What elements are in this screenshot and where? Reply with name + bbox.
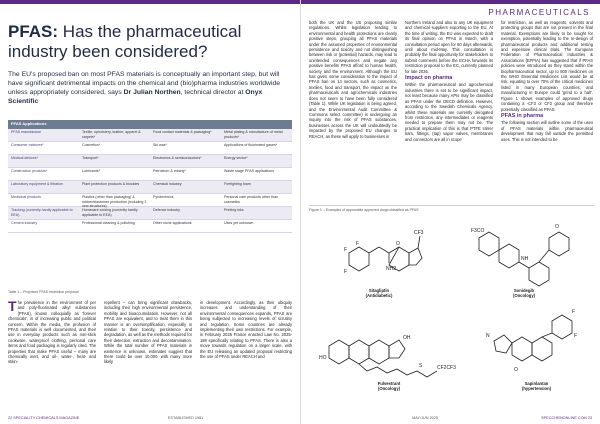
title-bold: PFAS: — [8, 22, 59, 41]
body-column-1 — [8, 300, 96, 410]
table-cell: Transport* — [82, 155, 99, 160]
table-row — [8, 220, 292, 233]
footer-established: ESTABLISHED 1981 — [167, 416, 204, 420]
drug-name: Sapinlantan — [524, 381, 549, 386]
table-cell: Medicinal products — [11, 194, 41, 199]
svg-text:CF2CF3: CF2CF3 — [437, 365, 456, 371]
drug-use: (Oncology) — [377, 386, 401, 391]
title-rest: Has the pharmaceutical industry been considered? — [8, 22, 242, 61]
table-row — [8, 194, 292, 207]
table-cell: Cement industry — [11, 220, 38, 225]
svg-text:F: F — [344, 247, 348, 253]
body-text: The following section will outline some of the uses of PFAS materials within pharmaceutical development that may fall outside the permitted uses. This is not intended to be — [501, 120, 593, 142]
drug-label-sitagliptin — [334, 288, 424, 298]
sonidegib-icon — [469, 218, 579, 288]
svg-text:O: O — [396, 241, 400, 247]
table-body — [8, 129, 292, 233]
table-cell: Textile, upholstery, leather, apparel & carpets* — [82, 129, 141, 139]
table-cell: Personal care products other than cosmetics — [224, 194, 279, 204]
section-header: PHARMACEUTICALS — [488, 8, 590, 17]
svg-text:N: N — [486, 333, 490, 339]
table-cell: Waste stage PFAS applications — [224, 168, 275, 173]
table-cell: Cosmetics* — [82, 142, 101, 147]
table-cell: Metal plating & manufacture of metal products* — [224, 129, 283, 139]
subheading-impact: Impact on pharma — [405, 75, 453, 82]
svg-text:F: F — [356, 241, 360, 247]
standfirst-text: The EU's proposed ban on most PFAS materials is conceptually an important step, but will have significant detrimental impacts on the chemical and (bio)pharma industries worldwide unless appropriately considered, says — [8, 71, 281, 96]
table-row — [8, 181, 292, 194]
svg-text:F: F — [344, 269, 348, 275]
body-column-3 — [200, 300, 292, 410]
table-cell: Applications of fluorinated gases* — [224, 142, 278, 147]
figure-1 — [309, 205, 594, 406]
svg-text:F: F — [574, 333, 578, 339]
body-text: in development. Accordingly, as their ubiquity increases and understanding of their environmental consequences expands, PFAS are being subjected to increasing levels of scrutiny and regulation. Some countries are already implementing their own restrictions. For example, in February 2025 France enacted Law No. 2025-188 specifically relating to PFAS. There is also a move towards regulation on a larger scale, with the EU releasing an updated proposal restricting the use of PFAS under REACH and — [200, 300, 292, 360]
table-caption: Table 1 – Proposed PFAS restriction proposal — [8, 290, 79, 294]
table-row — [8, 142, 292, 155]
table-cell: Medical devices* — [11, 155, 38, 160]
svg-text:S: S — [419, 363, 423, 369]
sonidegib-structure — [469, 218, 579, 298]
dropcap: T — [8, 298, 17, 314]
standfirst — [8, 70, 293, 106]
svg-text:HO: HO — [319, 355, 327, 361]
drug-use: (Antidiabetic) — [365, 293, 393, 298]
body-text: for restriction, as well as reagents, solvents and protecting groups that are not present in the final material. Exemptions are likely to be sought for exemption, potentially leading to the re-design of pharmaceutical products and additional testing and expensive clinical trials. The European Federation of Pharmaceutical Industries & Associations (EFPIA) has suggested that if PFAS policies were introduced as they stand within the biopharmaceutical sector, up to 800 medicines on the WHO Essential Medicines List would be at risk, equating to over 70% of the critical medicines listed in many European countries, and manufacturing in Europe could 'grind to a halt'. Figure 1 shows examples of approved drugs containing a -CF3 or CF2 group and therefore potentially classified as PFAS. — [501, 20, 593, 112]
footer-website: SPECCHEMONLINE.COM 23 — [541, 416, 592, 420]
drug-use: (hypertension) — [521, 386, 552, 391]
table-row — [8, 155, 292, 168]
table-cell: Tracking (currently hardly applicable to EEA) — [11, 207, 73, 217]
footer-issue-date: MAY/JUN 2025 — [412, 416, 439, 420]
svg-text:F: F — [572, 309, 576, 315]
right-footer — [309, 416, 592, 420]
table-title: PFAS Applications — [8, 120, 292, 129]
table-cell: Firefighting foam — [224, 181, 251, 186]
table-cell: Construction products* — [11, 168, 48, 173]
table-cell: Professional cleaning & polishing — [82, 220, 135, 225]
drug-use: (Oncology) — [512, 293, 536, 298]
body-column-2 — [104, 300, 192, 410]
table-row — [8, 129, 292, 142]
table-cell: Chemical industry — [153, 181, 182, 186]
body-text: both the UK and the US proposing similar regulations. Whilst legislation leading to environmental and health protections are clearly positive steps, grouping all PFAS materials under the assumed properties of environmental persistence and toxicity and not distinguishing between risk or (potential) hazards, may lead to unintended consequences and negate any positive benefits PFAS afford to human health, society and the environment. Although the EU has given some consideration to the impact of PFAS ban on 14 sectors, such as cosmetics, textiles, food and transport, the impact on the pharmaceuticals and agrochemicals industries does not seem to have been fully considered (Table 1). While UK legislation is being agreed, and the Environmental Audit Committee & Commons select committee) is undergoing an inquiry into the risk of PFAS substances, businesses across the UK will undoubtedly be impacted by the proposed EU changes to REACH, as these will apply to businesses in — [309, 20, 397, 139]
pfas-applications-table — [8, 120, 292, 233]
right-page — [300, 0, 600, 424]
table-cell: Uses yet unknown — [224, 220, 254, 225]
standfirst-author: Dr Julian Northen — [123, 89, 181, 96]
table-cell: Laboratory equipment & filtration — [11, 181, 63, 186]
body-column-3 — [501, 20, 593, 198]
drug-label-sapinlantan — [484, 381, 589, 391]
table-cell: Pyrotechnics — [153, 194, 174, 199]
table-cell: Energy sector* — [224, 155, 248, 160]
table-cell: Defence industry — [153, 207, 180, 212]
table-cell: Consumer mixtures* — [11, 142, 44, 147]
table-cell: Plastics (other than packaging) & rubber/elastomer production (including 3 new structures) — [82, 194, 147, 209]
body-text: he prevalence in the environment of per and poly-fluorinated alkyl substances (PFAS), known colloquially as 'forever chemicals', is of increasing public and political concern. Within the media, the profusion of PFAS materials is well documented, and their use in everyday products such as non-stick cookware, waterproof clothing, personal care items and food packaging is regularly cited. The properties that make PFAS useful – many are chemically inert, and oil-, water-, heat- and stain- — [8, 300, 96, 365]
subheading-pfas-pharma: PFAS in pharma — [501, 112, 544, 119]
sitagliptin-structure — [334, 218, 424, 298]
body-text: repellent – can bring significant drawbacks, including their high environmental persistence, mobility and bioaccumulation. However, not all PFAS are equivalent, and to treat them in this manner is an oversimplification, especially in relation to their toxicity, persistence and degradation, as well as the methods required for their detection, extraction and decontamination. While the total number of PFAS materials in existence is unknown, estimates suggest that there could be over 10,000, with many more likely — [104, 300, 192, 365]
top-accent-bar — [301, 0, 600, 4]
body-column-2 — [405, 20, 493, 198]
sapinlantan-structure — [484, 301, 589, 391]
table-cell: Homecare cooling (currently hardly applicable to EEA) — [82, 207, 138, 217]
sitagliptin-icon — [334, 218, 424, 288]
svg-text:O: O — [555, 224, 559, 230]
svg-text:O: O — [514, 367, 518, 373]
svg-text:NH2: NH2 — [386, 266, 397, 272]
sapinlantan-icon — [484, 301, 589, 381]
body-text: Northern Ireland and also to any UK equipment and chemical suppliers exporting to the EU. At the time of writing, the EU was expected to draft its final opinion on PFAS in March, with a consultation period open for 60 days afterwards, until about mid-May. This consultation is probably the final opportunity for stakeholders to submit comments before the ECHA forwards its restriction proposal to the EC, currently planned for late 2026. — [405, 20, 493, 74]
drug-name: Fulvestrant — [377, 381, 401, 386]
table-cell: Electronics & semiconductors* — [153, 155, 202, 160]
fulvestrant-icon — [319, 301, 459, 381]
drug-label-fulvestrant — [319, 381, 459, 391]
drug-name: Sonidegib — [513, 288, 535, 293]
table-cell: PFAS manufacture — [11, 129, 42, 134]
table-row — [8, 168, 292, 181]
table-cell: Printing inks — [224, 207, 244, 212]
body-text: Within the pharmaceutical and agrochemical industries there is set to be significant impact, not least because many APIs may be classified as PFAS under the OECD definition. However, according to the Swedish Chemicals Agency, whilst these materials are currently derogated from restriction, any intermediates or reagents needed to prepare them may not be. The practical implication of this is that PTFE stirrer bars, fittings, (tap) vapor valves, membranes and connectors are all in scope — [405, 82, 493, 142]
figure-caption: Figure 1 – Examples of approvable approved drugs classified as PFAS — [309, 208, 419, 212]
standfirst-company: Onyx Scientific — [8, 89, 263, 105]
standfirst-tail: , technical director at — [180, 89, 246, 96]
table-cell: Petroleum & mining* — [153, 168, 186, 173]
fulvestrant-structure — [319, 301, 459, 391]
table-cell: Lubricants* — [82, 168, 100, 173]
table-cell: Plant protection products & biocides — [82, 181, 140, 186]
body-column-1 — [309, 20, 397, 198]
table-cell: Other niche applications — [153, 220, 192, 225]
svg-text:OH: OH — [403, 335, 411, 341]
table-row — [8, 207, 292, 220]
article-title — [8, 22, 298, 62]
top-accent-bar — [0, 0, 300, 4]
drug-label-sonidegib — [469, 288, 579, 298]
drug-name: Sitagliptin — [368, 288, 390, 293]
table-cell: Ski wax* — [153, 142, 167, 147]
svg-text:CF3: CF3 — [414, 230, 424, 236]
left-footer — [8, 416, 292, 420]
table-cell: Food contact materials & packaging* — [153, 129, 212, 134]
svg-text:F3CO: F3CO — [471, 228, 485, 234]
svg-text:NH: NH — [521, 256, 529, 262]
footer-brand: 22 SPECIALITY CHEMICALS MAGAZINE — [8, 416, 80, 420]
